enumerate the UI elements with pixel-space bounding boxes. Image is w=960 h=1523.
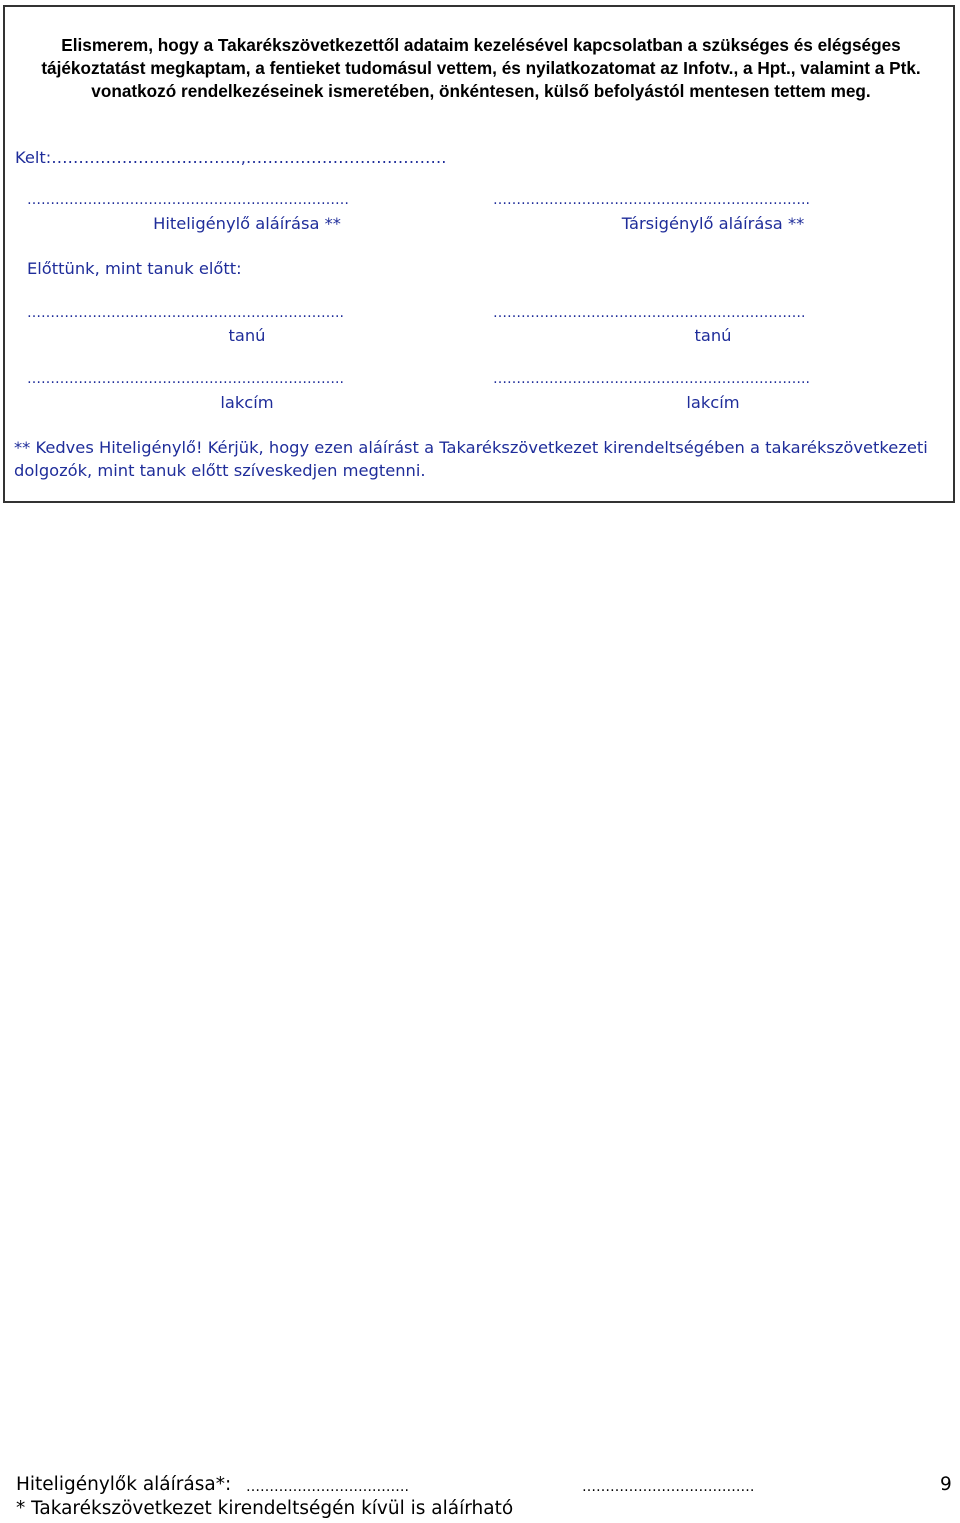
- address-label-left: lakcím: [220, 393, 274, 412]
- footer-signature-dots-1: ……………………….…….: [246, 1479, 409, 1495]
- declaration-text: Elismerem, hogy a Takarékszövetkezettől adataim kezelésével kapcsolatban a szükséges és elégséges tájékoztatást megkaptam, a fentieket tudomásul vettem, és nyilatkozatomat az Infotv., a Hpt., valamint a Ptk. vonatkozó rendelkezéseinek ismeretében, önkéntesen, külső befolyástól mentesen tettem meg.: [41, 35, 921, 101]
- co-applicant-signature-label: Társigénylő aláírása **: [621, 214, 805, 233]
- witness-signature-line-left: …………………………………………………………..: [27, 305, 344, 321]
- footer-footnote: * Takarékszövetkezet kirendeltségén kívül is aláírható: [16, 1498, 514, 1519]
- applicant-signature-label: Hiteligénylő aláírása **: [153, 214, 341, 233]
- witness-intro: Előttünk, mint tanuk előtt:: [27, 259, 242, 278]
- witness-signature-line-right: ………………………………………………………….: [493, 305, 806, 321]
- applicant-signature-line: ……………………………………………………………: [27, 192, 349, 208]
- witness-address-line-left: …………………………………………………………..: [27, 371, 344, 387]
- co-applicant-signature-line: …………………………………………………………..: [493, 192, 810, 208]
- witness-label-left: tanú: [228, 326, 266, 345]
- page-number: 9: [940, 1474, 952, 1495]
- footer-signatures-label: Hiteligénylők aláírása*:: [16, 1474, 232, 1495]
- witness-label-right: tanú: [694, 326, 732, 345]
- applicant-note: ** Kedves Hiteligénylő! Kérjük, hogy ezen aláírást a Takarékszövetkezet kirendeltségében a takarékszövetkezeti dolgozók, mint tanuk előtt szíveskedjen megtenni.: [14, 438, 928, 480]
- footer-signature-dots-2: …………………….…………: [582, 1479, 755, 1495]
- witness-address-line-right: …………………………………………………………..: [493, 371, 810, 387]
- kelt-line: Kelt:……………………………..,……………………………….: [15, 148, 447, 167]
- address-label-right: lakcím: [686, 393, 740, 412]
